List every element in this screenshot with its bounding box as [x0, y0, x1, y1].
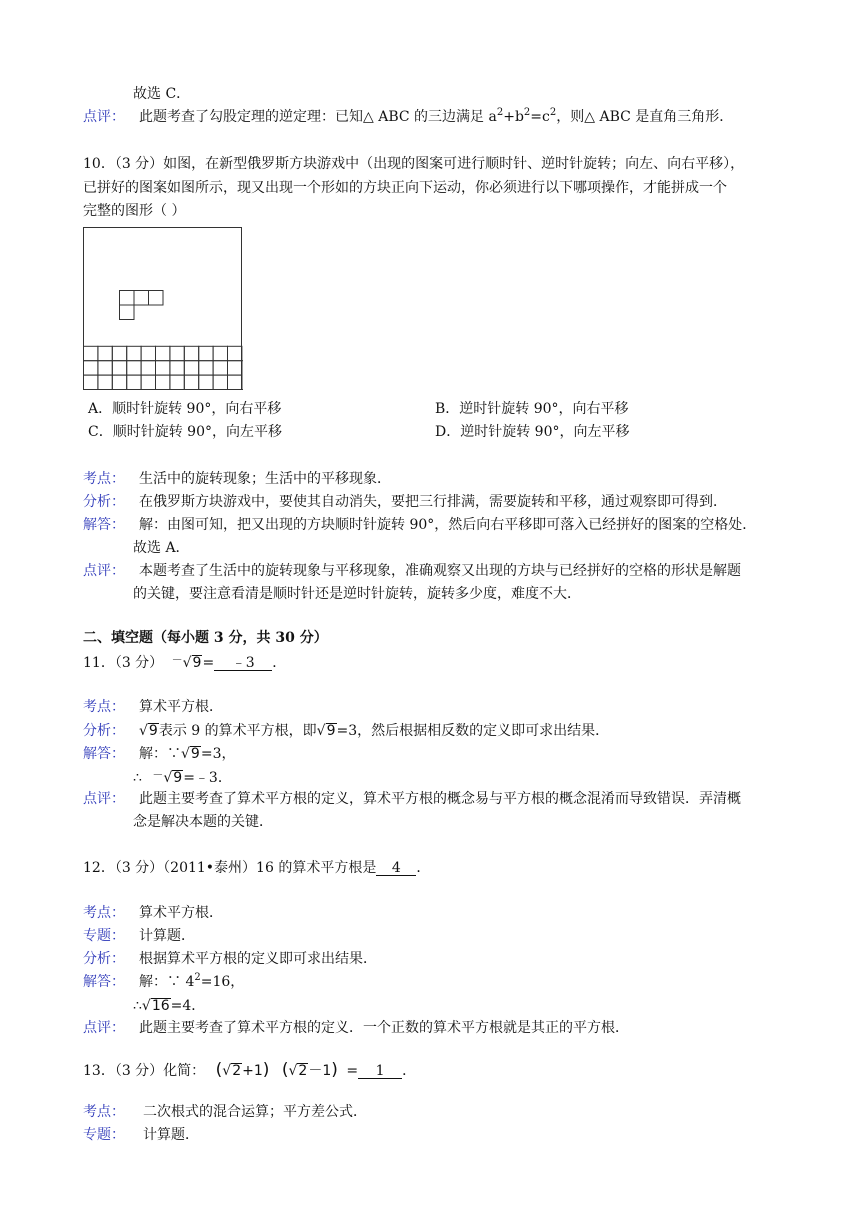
formula-part: +b [503, 109, 524, 125]
dianping-label: 点评： [83, 791, 125, 807]
formula-part: =c [530, 109, 550, 125]
zhuanti-line-q12 [83, 929, 195, 943]
stacked-block [141, 361, 155, 375]
dianping-text: 此题主要考查了算术平方根的定义．一个正数的算术平方根就是其正的平方根． [139, 1020, 629, 1036]
kaodian-text: 生活中的旋转现象；生活中的平移现象． [139, 471, 391, 487]
kaodian-line-q12 [83, 906, 223, 920]
fenxi-label: 分析： [83, 494, 125, 510]
sqrt-expression: √9 [316, 723, 336, 739]
stacked-block [98, 361, 112, 375]
stacked-block [170, 375, 184, 389]
jieda-line-q10 [83, 518, 756, 532]
paren: ( [281, 1060, 289, 1080]
jieda-text: 解：∵ [139, 746, 181, 762]
kaodian-label: 考点： [83, 471, 125, 487]
stacked-block [84, 375, 98, 389]
jieda-text: 解：∵ 4 [139, 974, 195, 990]
therefore-sign: ∴ [133, 998, 142, 1014]
radicand: 2 [298, 1063, 308, 1079]
stacked-block [127, 346, 141, 360]
fenxi-text-end: =3，然后根据相反数的定义即可求出结果． [336, 723, 610, 739]
kaodian-line-q11 [83, 700, 223, 714]
equals-sign: = [346, 1063, 359, 1079]
option-d: D．逆时针旋转 90°，向左平移 [435, 424, 630, 440]
option-c: C．顺时针旋转 90°，向左平移 [88, 424, 282, 440]
dianping-line-q10 [83, 564, 741, 578]
comment-label: 点评： [83, 109, 125, 125]
jieda-text-end: =16， [200, 974, 245, 990]
stacked-block [127, 361, 141, 375]
question-10-text: 完整的图形（ ） [83, 203, 186, 219]
stacked-block [184, 346, 198, 360]
comment-text: 此题考查了勾股定理的逆定理：已知△ ABC 的三边满足 a [139, 109, 497, 125]
exponent: 2 [496, 107, 504, 118]
radicand: 2 [232, 1063, 242, 1079]
question-11-text [83, 654, 286, 671]
figure-frame [84, 228, 242, 390]
radicand: 9 [190, 746, 200, 762]
dianping-text-cont: 的关键，要注意看清是顺时针还是逆时针旋转，旋转多少度，难度不大． [133, 586, 581, 602]
sqrt-expression: √9 [163, 770, 183, 786]
kaodian-label: 考点： [83, 699, 125, 715]
question-text: 13．（3 分）化简： [83, 1063, 206, 1079]
stacked-block [228, 361, 242, 375]
formula-part: +1 [242, 1063, 263, 1079]
stacked-block [199, 361, 213, 375]
sqrt-expression: √2 [222, 1063, 242, 1079]
fenxi-label: 分析： [83, 951, 125, 967]
jieda-text-end: =﹣3． [183, 770, 232, 786]
stacked-block [213, 361, 227, 375]
stacked-block [112, 361, 126, 375]
option-b: B．逆时针旋转 90°，向右平移 [435, 401, 629, 417]
section-heading: 二、填空题（每小题 3 分，共 30 分） [83, 630, 328, 646]
dianping-label: 点评： [83, 563, 125, 579]
option-a: A．顺时针旋转 90°，向右平移 [88, 401, 282, 417]
radicand: 9 [192, 655, 202, 671]
jieda-text-end: =3， [200, 746, 236, 762]
radicand: 9 [173, 770, 183, 786]
fenxi-line-q11 [83, 723, 609, 738]
exponent: 2 [549, 107, 557, 118]
stacked-block [213, 346, 227, 360]
jieda-label: 解答： [83, 517, 125, 533]
sqrt-expression: √9 [182, 655, 202, 671]
exponent: 2 [194, 972, 201, 983]
question-text: 12．（3 分）（2011•泰州）16 的算术平方根是 [83, 860, 377, 876]
stacked-block [228, 346, 242, 360]
fenxi-text: 表示 9 的算术平方根，即 [158, 723, 317, 739]
stacked-block [199, 375, 213, 389]
stacked-block [184, 375, 198, 389]
stacked-block [141, 375, 155, 389]
sqrt-expression: √9 [181, 746, 200, 762]
stacked-block [184, 361, 198, 375]
radicand: 9 [148, 723, 158, 739]
paren: ( [215, 1060, 223, 1080]
question-10-text: 已拼好的图案如图所示，现又出现一个形如的方块正向下运动，你必须进行以下哪项操作，才能拼成一个 [83, 180, 727, 196]
question-number: 11．（3 分） [83, 655, 164, 671]
answer-blank: ﹣3 [214, 656, 272, 671]
question-12-text [83, 861, 430, 876]
zhuanti-label: 专题： [83, 928, 125, 944]
stacked-block [156, 346, 170, 360]
question-13-text [83, 1062, 416, 1079]
stacked-block [170, 346, 184, 360]
minus-sign: － [152, 768, 164, 781]
dianping-text: 此题主要考查了算术平方根的定义，算术平方根的概念易与平方根的概念混淆而导致错误．弄清概 [139, 791, 741, 807]
stacked-block [156, 375, 170, 389]
dianping-text: 本题考查了生活中的旋转现象与平移现象，准确观察又出现的方块与已经拼好的空格的形状是解题 [139, 563, 741, 579]
radicand: 9 [326, 723, 336, 739]
fenxi-text: 根据算术平方根的定义即可求出结果． [139, 951, 377, 967]
zhuanti-text: 计算题． [143, 1127, 199, 1143]
sqrt-expression: √2 [288, 1063, 308, 1079]
stacked-block [112, 375, 126, 389]
jieda-text: 解：由图可知，把又出现的方块顺时针旋转 90°，然后向右平移即可落入已经拼好的图案的空格处． [139, 517, 757, 533]
stacked-block [199, 346, 213, 360]
kaodian-line-q10 [83, 472, 391, 486]
dianping-text-cont: 念是解决本题的关键． [133, 814, 273, 830]
stacked-block [127, 375, 141, 389]
question-10-text: 10．（3 分）如图，在新型俄罗斯方块游戏中（出现的图案可进行顺时针、逆时针旋转；向左、向右平移）， [83, 156, 745, 172]
kaodian-text: 算术平方根． [139, 699, 223, 715]
paren: ) [262, 1060, 270, 1080]
stacked-block [228, 375, 242, 389]
kaodian-line-q13 [83, 1105, 367, 1119]
comment-line-q9 [83, 107, 734, 125]
stacked-block [141, 346, 155, 360]
minus-sign: － [171, 653, 183, 666]
paren: ) [331, 1060, 338, 1080]
period: ． [416, 860, 431, 876]
kaodian-label: 考点： [83, 1104, 125, 1120]
jieda-line-q12 [83, 972, 245, 990]
radicand: 16 [151, 998, 170, 1014]
equals-sign: = [202, 655, 215, 671]
fenxi-line-q10 [83, 495, 727, 509]
sqrt-expression: √9 [139, 723, 158, 739]
formula-part: －1 [308, 1063, 332, 1079]
jieda-line-q11 [83, 746, 235, 761]
zhuanti-line-q13 [83, 1128, 199, 1142]
fenxi-line-q12 [83, 952, 377, 966]
kaodian-label: 考点： [83, 905, 125, 921]
fenxi-text: 在俄罗斯方块游戏中，要使其自动消失，要把三行排满，需要旋转和平移，通过观察即可得到． [139, 494, 727, 510]
stacked-block [98, 346, 112, 360]
jieda-answer-q10: 故选 A． [133, 540, 190, 556]
jieda-label: 解答： [83, 974, 125, 990]
dianping-line-q11 [83, 792, 741, 806]
period: ． [402, 1063, 417, 1079]
exponent: 2 [523, 107, 531, 118]
stacked-block [84, 361, 98, 375]
stacked-block [213, 375, 227, 389]
stacked-block [98, 375, 112, 389]
comment-text-end: ，则△ ABC 是直角三角形． [556, 109, 734, 125]
stacked-block [156, 361, 170, 375]
falling-piece [120, 291, 164, 320]
jieda-label: 解答： [83, 746, 125, 762]
answer-choice-line: 故选 C． [133, 86, 191, 102]
jieda-line-q11-b [133, 769, 232, 785]
dianping-label: 点评： [83, 1020, 125, 1036]
stacked-block [170, 361, 184, 375]
stacked-block [242, 361, 243, 390]
answer-blank: 1 [358, 1064, 402, 1079]
zhuanti-label: 专题： [83, 1127, 125, 1143]
therefore-sign: ∴ [133, 770, 147, 786]
answer-blank: 4 [376, 861, 416, 876]
stacked-block [84, 346, 98, 360]
dianping-line-q12 [83, 1021, 629, 1035]
kaodian-text: 二次根式的混合运算；平方差公式． [143, 1104, 367, 1120]
jieda-line-q12-b [133, 998, 205, 1013]
period: ． [272, 655, 287, 671]
sqrt-expression: √16 [141, 998, 170, 1014]
jieda-text-end: =4． [170, 998, 206, 1014]
stacked-block [112, 346, 126, 360]
fenxi-label: 分析： [83, 723, 125, 739]
kaodian-text: 算术平方根． [139, 905, 223, 921]
tetris-figure [83, 227, 243, 391]
stacked-blocks [84, 346, 244, 389]
zhuanti-text: 计算题． [139, 928, 195, 944]
